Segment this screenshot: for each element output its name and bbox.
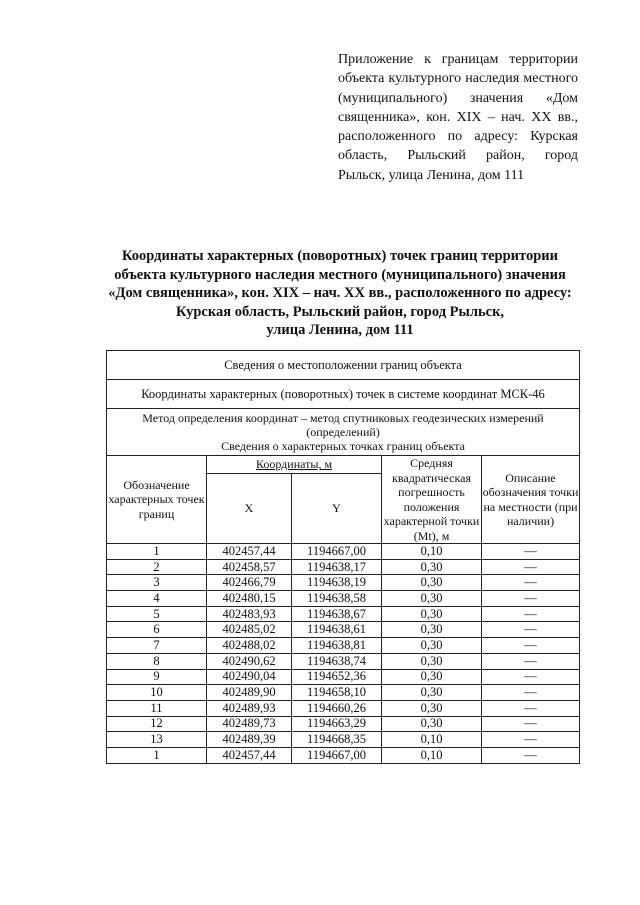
cell-point: 7 [107, 638, 207, 654]
table-row [107, 700, 580, 716]
table-row [107, 606, 580, 622]
cell-x: 402457,44 [207, 747, 292, 763]
cell-y: 1194638,74 [292, 653, 382, 669]
cell-x: 402483,93 [207, 606, 292, 622]
cell-error: 0,10 [382, 544, 482, 560]
table-row [107, 544, 580, 560]
cell-point: 9 [107, 669, 207, 685]
table-row [107, 747, 580, 763]
cell-error: 0,30 [382, 685, 482, 701]
cell-description: — [482, 606, 580, 622]
title-line: улица Ленина, дом 111 [266, 322, 414, 338]
cell-point: 1 [107, 747, 207, 763]
cell-x: 402489,73 [207, 716, 292, 732]
cell-description: — [482, 559, 580, 575]
cell-error: 0,30 [382, 716, 482, 732]
cell-error: 0,30 [382, 700, 482, 716]
title-line: Курская область, Рыльский район, город Рыльск, [175, 303, 505, 320]
location-info-cell: Сведения о местоположении границ объекта [107, 351, 580, 380]
cell-error: 0,30 [382, 653, 482, 669]
cell-description: — [482, 638, 580, 654]
cell-description: — [482, 716, 580, 732]
cell-point: 5 [107, 606, 207, 622]
table-row [107, 732, 580, 748]
cell-y: 1194667,00 [292, 747, 382, 763]
cell-point: 2 [107, 559, 207, 575]
cell-error: 0,30 [382, 638, 482, 654]
coordinate-system-cell: Координаты характерных (поворотных) точек в системе координат МСК-46 [107, 380, 580, 409]
cell-point: 13 [107, 732, 207, 748]
cell-error: 0,30 [382, 575, 482, 591]
cell-point: 8 [107, 653, 207, 669]
annex-note: Приложение к границам территории объекта культурного наследия местного (муниципального) значения «Дом священника», кон. XIX – нач. XX вв., расположенного по адресу: Курская область, Рыльский район, город Рыльск, улица Ленина, дом 111 [338, 52, 578, 183]
header-y: Y [292, 474, 382, 544]
cell-x: 402490,62 [207, 653, 292, 669]
cell-point: 1 [107, 544, 207, 560]
cell-error: 0,30 [382, 591, 482, 607]
cell-y: 1194638,61 [292, 622, 382, 638]
header-description: Описание обозначения точки на местности (при наличии) [482, 456, 580, 544]
cell-y: 1194638,67 [292, 606, 382, 622]
cell-description: — [482, 700, 580, 716]
cell-y: 1194638,17 [292, 559, 382, 575]
cell-error: 0,30 [382, 669, 482, 685]
cell-x: 402485,02 [207, 622, 292, 638]
cell-x: 402489,93 [207, 700, 292, 716]
cell-description: — [482, 685, 580, 701]
cell-x: 402489,90 [207, 685, 292, 701]
cell-error: 0,10 [382, 732, 482, 748]
coordinates-table [106, 350, 580, 764]
cell-x: 402488,02 [207, 638, 292, 654]
cell-y: 1194638,58 [292, 591, 382, 607]
cell-error: 0,30 [382, 622, 482, 638]
cell-point: 11 [107, 700, 207, 716]
cell-y: 1194667,00 [292, 544, 382, 560]
method-info-cell [107, 409, 580, 456]
cell-description: — [482, 544, 580, 560]
cell-x: 402480,15 [207, 591, 292, 607]
cell-y: 1194638,19 [292, 575, 382, 591]
cell-point: 12 [107, 716, 207, 732]
table-row [107, 669, 580, 685]
title-line: объекта культурного наследия местного (муниципального) значения [114, 266, 566, 283]
points-info-text: Сведения о характерных точках границ объекта [221, 439, 465, 453]
cell-y: 1194660,26 [292, 700, 382, 716]
cell-description: — [482, 669, 580, 685]
method-text: Метод определения координат – метод спутниковых геодезических измерений (определений) [142, 411, 544, 439]
cell-point: 4 [107, 591, 207, 607]
cell-description: — [482, 653, 580, 669]
cell-y: 1194668,35 [292, 732, 382, 748]
title-line: «Дом священника», кон. XIX – нач. XX вв., расположенного по адресу: [108, 285, 572, 301]
header-point: Обозначение характерных точек границ [107, 456, 207, 544]
table-row [107, 559, 580, 575]
header-coordinates [207, 456, 382, 474]
header-error: Средняя квадратическая погрешность положения характерной точки (Mt), м [382, 456, 482, 544]
table-row [107, 622, 580, 638]
header-x: X [207, 474, 292, 544]
cell-y: 1194658,10 [292, 685, 382, 701]
cell-x: 402466,79 [207, 575, 292, 591]
table-row [107, 653, 580, 669]
cell-description: — [482, 575, 580, 591]
table-row [107, 716, 580, 732]
title-line: Координаты характерных (поворотных) точек границ территории [122, 248, 558, 264]
cell-x: 402490,04 [207, 669, 292, 685]
cell-description: — [482, 732, 580, 748]
cell-description: — [482, 622, 580, 638]
cell-error: 0,10 [382, 747, 482, 763]
table-row [107, 591, 580, 607]
cell-y: 1194652,36 [292, 669, 382, 685]
cell-y: 1194638,81 [292, 638, 382, 654]
cell-x: 402489,39 [207, 732, 292, 748]
table-row [107, 575, 580, 591]
cell-point: 6 [107, 622, 207, 638]
table-row [107, 638, 580, 654]
cell-error: 0,30 [382, 606, 482, 622]
cell-error: 0,30 [382, 559, 482, 575]
cell-description: — [482, 591, 580, 607]
cell-point: 10 [107, 685, 207, 701]
table-row [107, 685, 580, 701]
cell-point: 3 [107, 575, 207, 591]
header-coordinates-label: Координаты, м [255, 457, 333, 472]
cell-description: — [482, 747, 580, 763]
cell-y: 1194663,29 [292, 716, 382, 732]
cell-x: 402457,44 [207, 544, 292, 560]
cell-x: 402458,57 [207, 559, 292, 575]
document-title [90, 247, 590, 340]
